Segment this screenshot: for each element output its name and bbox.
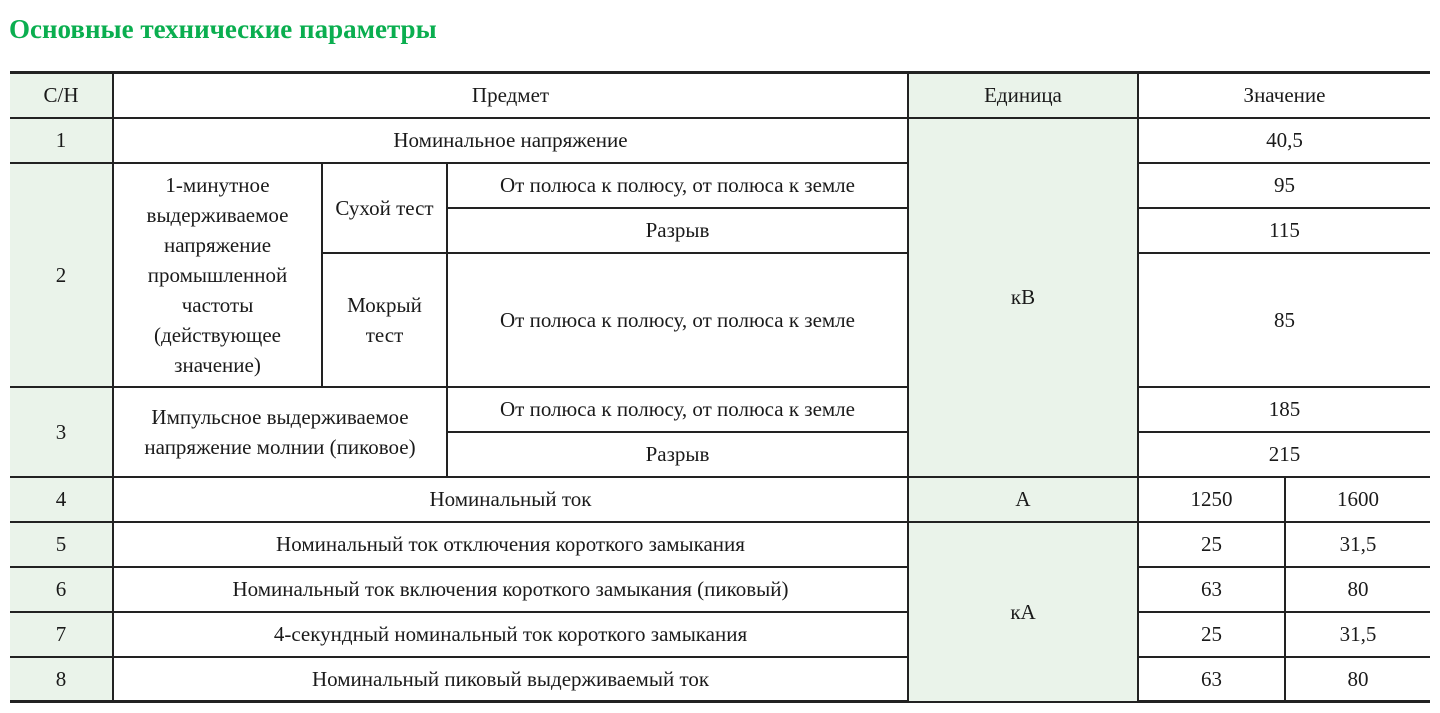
row-number: 7 <box>10 612 113 657</box>
row-number: 4 <box>10 477 113 522</box>
row-value: 185 <box>1138 387 1430 432</box>
table-row <box>10 657 1430 702</box>
table-row <box>10 477 1430 522</box>
page-title: Основные технические параметры <box>9 14 437 44</box>
unit-cell: А <box>908 477 1138 522</box>
test-type: Сухой тест <box>322 163 447 253</box>
row-value-1: 63 <box>1138 567 1285 612</box>
parameters-table <box>10 71 1430 703</box>
row-value-1: 25 <box>1138 612 1285 657</box>
row-number: 3 <box>10 387 113 477</box>
row-item: 1-минутное выдерживаемое напряжение промышленной частоты (действующее значение) <box>113 163 322 387</box>
header-value: Значение <box>1138 73 1430 118</box>
header-sn: С/Н <box>10 73 113 118</box>
row-item: Номинальный ток включения короткого замыкания (пиковый) <box>113 567 908 612</box>
row-value-2: 1600 <box>1285 477 1430 522</box>
sub-item: От полюса к полюсу, от полюса к земле <box>447 387 908 432</box>
row-item: Импульсное выдерживаемое напряжение молнии (пиковое) <box>113 387 447 477</box>
row-value: 115 <box>1138 208 1430 253</box>
table-row <box>10 522 1430 567</box>
row-value-2: 31,5 <box>1285 612 1430 657</box>
header-row <box>10 73 1430 118</box>
row-value-1: 63 <box>1138 657 1285 702</box>
row-value-2: 80 <box>1285 567 1430 612</box>
row-item: Номинальный ток отключения короткого замыкания <box>113 522 908 567</box>
row-value-2: 80 <box>1285 657 1430 702</box>
unit-cell: кА <box>908 522 1138 702</box>
sub-item: Разрыв <box>447 432 908 477</box>
sub-item: От полюса к полюсу, от полюса к земле <box>447 253 908 387</box>
sub-item: От полюса к полюсу, от полюса к земле <box>447 163 908 208</box>
table-row <box>10 163 1430 208</box>
header-item: Предмет <box>113 73 908 118</box>
test-type: Мокрый тест <box>322 253 447 387</box>
row-value: 95 <box>1138 163 1430 208</box>
row-number: 2 <box>10 163 113 387</box>
unit-cell: кВ <box>908 118 1138 477</box>
row-item: Номинальный ток <box>113 477 908 522</box>
table-row <box>10 612 1430 657</box>
header-unit: Единица <box>908 73 1138 118</box>
row-value: 215 <box>1138 432 1430 477</box>
row-item: 4-секундный номинальный ток короткого замыкания <box>113 612 908 657</box>
row-value-2: 31,5 <box>1285 522 1430 567</box>
row-number: 1 <box>10 118 113 163</box>
row-number: 8 <box>10 657 113 702</box>
table-row <box>10 387 1430 432</box>
row-item: Номинальный пиковый выдерживаемый ток <box>113 657 908 702</box>
row-number: 5 <box>10 522 113 567</box>
sub-item: Разрыв <box>447 208 908 253</box>
row-number: 6 <box>10 567 113 612</box>
row-value: 40,5 <box>1138 118 1430 163</box>
row-value: 85 <box>1138 253 1430 387</box>
table-row <box>10 567 1430 612</box>
row-value-1: 1250 <box>1138 477 1285 522</box>
table-row <box>10 118 1430 163</box>
row-item: Номинальное напряжение <box>113 118 908 163</box>
row-value-1: 25 <box>1138 522 1285 567</box>
